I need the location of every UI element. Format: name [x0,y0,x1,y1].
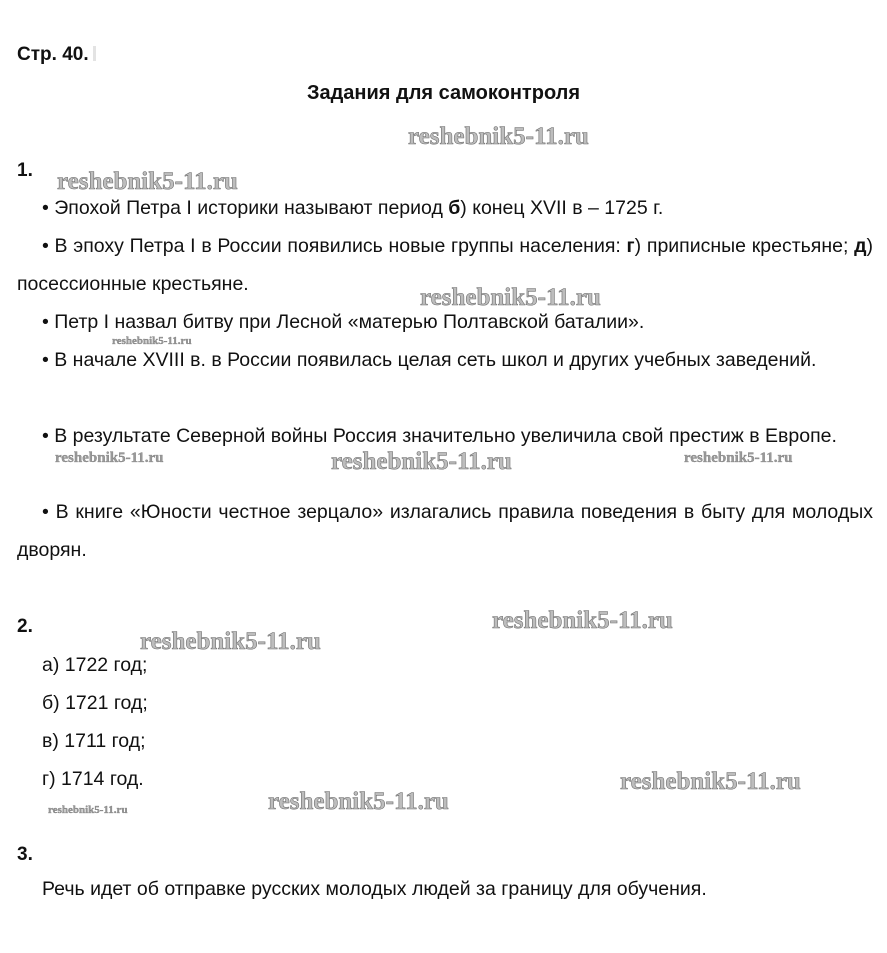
watermark-logo: reshebnik5-11.ru [420,284,601,311]
watermark-logo: reshebnik5-11.ru [408,123,589,150]
watermark-logo: reshebnik5-11.ru [55,450,164,466]
watermark-logo: reshebnik5-11.ru [57,168,238,195]
task-3-number: 3. [17,844,33,865]
task-2-item: г) 1714 год. [42,768,144,790]
watermark-logo: reshebnik5-11.ru [684,450,793,466]
watermark-logo: reshebnik5-11.ru [268,788,449,815]
page-title: Задания для самоконтроля [306,82,581,104]
task-1-item: • В результате Северной войны Россия значительно увеличила свой престиж в Европе. [42,425,837,447]
task-1-number: 1. [17,160,33,181]
page-reference: Стр. 40. [17,44,96,66]
task-2-number: 2. [17,616,33,637]
watermark-logo: reshebnik5-11.ru [48,804,128,816]
watermark-logo: reshebnik5-11.ru [331,448,512,475]
watermark-logo: reshebnik5-11.ru [112,335,192,347]
task-1-item: • В эпоху Петра I в России появились новые группы населения: г) приписные крестьяне; д) посессионные крестьяне. [17,235,873,295]
task-1-item: • Эпохой Петра I историки называют период б) конец XVII в – 1725 г. [42,197,664,219]
watermark-logo: reshebnik5-11.ru [620,768,801,795]
task-2-item: а) 1722 год; [42,654,148,676]
task-1-item: • В книге «Юности честное зерцало» излагались правила поведения в быту для молодых дворян. [17,501,873,561]
task-1-item: • Петр I назвал битву при Лесной «матерью Полтавской баталии». [42,311,645,333]
cursor-mark [93,46,96,61]
watermark-logo: reshebnik5-11.ru [140,628,321,655]
task-3-answer: Речь идет об отправке русских молодых людей за границу для обучения. [42,878,707,900]
watermark-logo: reshebnik5-11.ru [492,607,673,634]
task-2-item: б) 1721 год; [42,692,148,714]
task-1-item: • В начале XVIII в. в России появилась целая сеть школ и других учебных заведений. [42,349,817,371]
task-2-item: в) 1711 год; [42,730,146,752]
